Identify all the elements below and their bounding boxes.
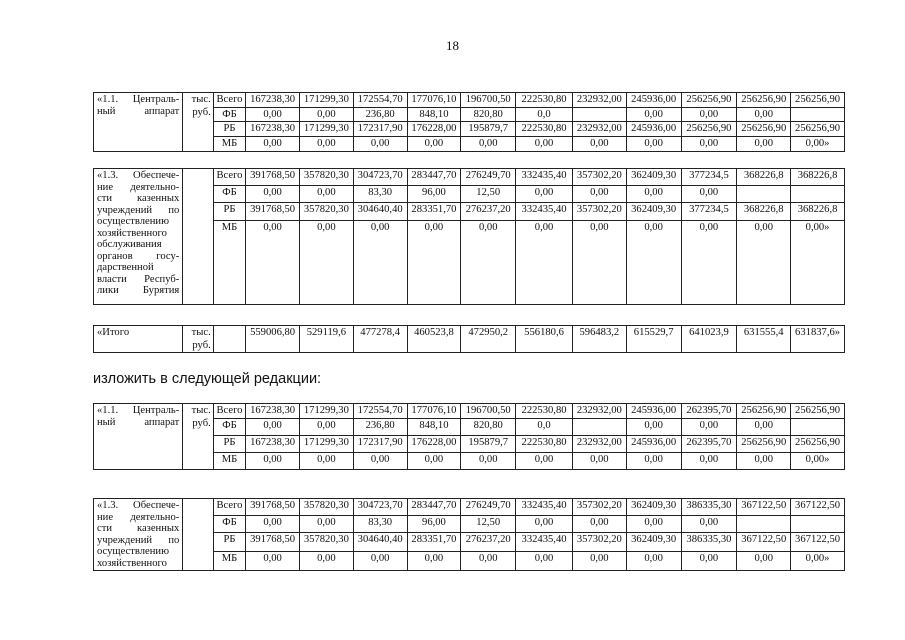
amount-cell: 0,00 — [407, 551, 461, 570]
budget-table-total-old — [93, 325, 845, 353]
amount-cell: 386335,30 — [681, 532, 737, 551]
amount-cell: 556180,6 — [516, 326, 573, 353]
amount-cell: 256256,90 — [681, 93, 737, 108]
amount-cell: 256256,90 — [737, 436, 791, 453]
amount-cell: 0,00 — [737, 108, 791, 122]
amount-cell: 820,80 — [461, 419, 516, 436]
amount-cell: 276249,70 — [461, 499, 516, 516]
amount-cell: 0,00 — [246, 221, 300, 305]
amount-cell: 0,00 — [626, 221, 681, 305]
amount-cell: 256256,90 — [791, 122, 845, 137]
amount-cell: 368226,8 — [737, 203, 791, 221]
amount-cell: 256256,90 — [737, 93, 791, 108]
amount-cell: 256256,90 — [737, 122, 791, 137]
amount-cell: 304723,70 — [353, 499, 407, 516]
budget-source-label: МБ — [213, 137, 245, 152]
budget-source-label: Всего — [213, 93, 245, 108]
amount-cell: 245936,00 — [626, 436, 681, 453]
amount-cell: 0,00 — [626, 453, 681, 470]
amendment-intro-text: изложить в следующей редакции: — [93, 371, 322, 387]
amount-cell: 367122,50 — [737, 499, 791, 516]
amount-cell: 0,0 — [516, 419, 573, 436]
amount-cell: 391768,50 — [246, 169, 300, 186]
amount-cell: 0,0 — [516, 108, 573, 122]
amount-cell: 0,00» — [791, 137, 845, 152]
row-description: «1.1. Централь-ный аппарат — [94, 93, 183, 152]
amount-cell: 171299,30 — [299, 93, 353, 108]
amount-cell: 177076,10 — [407, 404, 461, 419]
budget-source-label: РБ — [213, 122, 245, 137]
amount-cell: 368226,8 — [737, 169, 791, 186]
budget-source-label: МБ — [213, 453, 245, 470]
amount-cell: 276249,70 — [461, 169, 516, 186]
amount-cell: 0,00 — [572, 453, 626, 470]
table-row — [94, 404, 845, 419]
amount-cell: 0,00 — [299, 221, 353, 305]
amount-cell: 0,00 — [461, 137, 516, 152]
amount-cell: 196700,50 — [461, 93, 516, 108]
amount-cell: 12,50 — [461, 186, 516, 203]
budget-source-label: ФБ — [213, 419, 245, 436]
amount-cell: 256256,90 — [791, 404, 845, 419]
amount-cell: 256256,90 — [681, 122, 737, 137]
budget-source-label: ФБ — [213, 186, 245, 203]
amount-cell: 232932,00 — [572, 436, 626, 453]
amount-cell: 256256,90 — [791, 436, 845, 453]
amount-cell: 236,80 — [353, 419, 407, 436]
amount-cell: 386335,30 — [681, 499, 737, 516]
unit-label: тыс. руб. — [183, 93, 213, 152]
amount-cell: 304640,40 — [353, 203, 407, 221]
amount-cell: 0,00 — [516, 551, 573, 570]
amount-cell: 0,00 — [461, 551, 516, 570]
amount-cell: 0,00 — [516, 515, 573, 532]
amount-cell: 177076,10 — [407, 93, 461, 108]
amount-cell: 368226,8 — [791, 169, 845, 186]
amount-cell: 0,00 — [407, 453, 461, 470]
amount-cell — [737, 515, 791, 532]
budget-source-label — [213, 326, 245, 353]
amount-cell: 391768,50 — [246, 203, 300, 221]
amount-cell: 0,00 — [516, 186, 573, 203]
amount-cell — [791, 419, 845, 436]
amount-cell: 0,00 — [516, 137, 573, 152]
amount-cell: 367122,50 — [737, 532, 791, 551]
amount-cell: 0,00 — [681, 515, 737, 532]
amount-cell: 357820,30 — [299, 499, 353, 516]
amount-cell: 245936,00 — [626, 93, 681, 108]
amount-cell: 631555,4 — [737, 326, 791, 353]
amount-cell: 362409,30 — [626, 532, 681, 551]
amount-cell: 367122,50 — [791, 532, 845, 551]
budget-source-label: РБ — [213, 203, 245, 221]
amount-cell: 83,30 — [353, 186, 407, 203]
amount-cell: 222530,80 — [516, 436, 573, 453]
amount-cell: 0,00 — [572, 137, 626, 152]
amount-cell: 304723,70 — [353, 169, 407, 186]
amount-cell: 167238,30 — [246, 404, 300, 419]
unit-label — [183, 499, 213, 571]
amount-cell: 332435,40 — [516, 203, 573, 221]
amount-cell: 195879,7 — [461, 122, 516, 137]
amount-cell: 0,00 — [737, 419, 791, 436]
page-number: 18 — [446, 38, 459, 53]
amount-cell: 641023,9 — [681, 326, 737, 353]
amount-cell: 0,00 — [681, 186, 737, 203]
amount-cell: 276237,20 — [461, 203, 516, 221]
amount-cell: 245936,00 — [626, 404, 681, 419]
amount-cell: 196700,50 — [461, 404, 516, 419]
amount-cell: 176228,00 — [407, 122, 461, 137]
amount-cell: 0,00 — [407, 221, 461, 305]
amount-cell: 0,00 — [246, 453, 300, 470]
amount-cell: 477278,4 — [353, 326, 407, 353]
amount-cell: 391768,50 — [246, 499, 300, 516]
amount-cell: 256256,90 — [791, 93, 845, 108]
amount-cell: 559006,80 — [246, 326, 300, 353]
amount-cell: 167238,30 — [246, 122, 300, 137]
amount-cell: 596483,2 — [572, 326, 626, 353]
amount-cell: 0,00 — [299, 186, 353, 203]
amount-cell: 377234,5 — [681, 203, 737, 221]
amount-cell: 0,00 — [681, 419, 737, 436]
amount-cell: 0,00 — [299, 137, 353, 152]
amount-cell: 472950,2 — [461, 326, 516, 353]
amount-cell: 256256,90 — [737, 404, 791, 419]
row-description: «1.3. Обеспече-ние деятельно-сти казенных учреждений по осуществлению хозяйственного обслуживания органов госу-дарственной власти Респуб-лики Бурятия — [94, 169, 183, 305]
amount-cell: 0,00 — [626, 515, 681, 532]
amount-cell: 0,00 — [737, 221, 791, 305]
table-row — [94, 326, 845, 353]
amount-cell: 171299,30 — [299, 404, 353, 419]
amount-cell: 167238,30 — [246, 93, 300, 108]
unit-label: тыс. руб. — [183, 326, 213, 353]
budget-table-state-institutions-new — [93, 498, 845, 571]
amount-cell: 172317,90 — [353, 436, 407, 453]
amount-cell: 0,00» — [791, 453, 845, 470]
amount-cell: 0,00 — [246, 551, 300, 570]
amount-cell: 0,00 — [681, 221, 737, 305]
budget-source-label: Всего — [213, 169, 245, 186]
amount-cell: 0,00 — [681, 453, 737, 470]
amount-cell: 357820,30 — [299, 203, 353, 221]
amount-cell: 0,00 — [626, 551, 681, 570]
amount-cell: 362409,30 — [626, 499, 681, 516]
amount-cell: 0,00 — [461, 221, 516, 305]
amount-cell: 12,50 — [461, 515, 516, 532]
budget-table-central-office-old — [93, 92, 845, 152]
amount-cell: 172317,90 — [353, 122, 407, 137]
amount-cell: 357302,20 — [572, 532, 626, 551]
budget-source-label: Всего — [213, 499, 245, 516]
amount-cell: 245936,00 — [626, 122, 681, 137]
amount-cell — [572, 108, 626, 122]
amount-cell: 0,00 — [626, 419, 681, 436]
amount-cell: 332435,40 — [516, 532, 573, 551]
amount-cell: 0,00 — [737, 453, 791, 470]
amount-cell: 0,00 — [353, 221, 407, 305]
amount-cell: 357302,20 — [572, 169, 626, 186]
amount-cell: 0,00 — [626, 108, 681, 122]
amount-cell: 0,00 — [407, 137, 461, 152]
budget-source-label: ФБ — [213, 515, 245, 532]
amount-cell: 615529,7 — [626, 326, 681, 353]
amount-cell: 304640,40 — [353, 532, 407, 551]
amount-cell: 83,30 — [353, 515, 407, 532]
amount-cell: 0,00» — [791, 221, 845, 305]
row-description: «1.3. Обеспече-ние деятельно-сти казенных учреждений по осуществлению хозяйственного — [94, 499, 183, 571]
amount-cell: 262395,70 — [681, 436, 737, 453]
amount-cell: 0,00 — [516, 453, 573, 470]
amount-cell: 0,00 — [299, 108, 353, 122]
table-row — [94, 93, 845, 108]
amount-cell: 232932,00 — [572, 404, 626, 419]
amount-cell: 0,00 — [246, 137, 300, 152]
amount-cell: 0,00 — [737, 551, 791, 570]
amount-cell: 195879,7 — [461, 436, 516, 453]
amount-cell: 332435,40 — [516, 169, 573, 186]
amount-cell: 357302,20 — [572, 203, 626, 221]
amount-cell: 283351,70 — [407, 203, 461, 221]
amount-cell: 0,00 — [461, 453, 516, 470]
budget-source-label: Всего — [213, 404, 245, 419]
amount-cell: 848,10 — [407, 419, 461, 436]
amount-cell: 0,00 — [246, 515, 300, 532]
amount-cell: 222530,80 — [516, 122, 573, 137]
amount-cell — [572, 419, 626, 436]
table-row — [94, 499, 845, 516]
amount-cell: 368226,8 — [791, 203, 845, 221]
amount-cell — [791, 515, 845, 532]
amount-cell: 357820,30 — [299, 532, 353, 551]
amount-cell: 276237,20 — [461, 532, 516, 551]
table-row — [94, 169, 845, 186]
row-description: «Итого — [94, 326, 183, 353]
amount-cell: 0,00» — [791, 551, 845, 570]
amount-cell: 0,00 — [246, 108, 300, 122]
amount-cell: 0,00 — [353, 551, 407, 570]
amount-cell: 232932,00 — [572, 122, 626, 137]
amount-cell: 820,80 — [461, 108, 516, 122]
budget-source-label: ФБ — [213, 108, 245, 122]
budget-source-label: МБ — [213, 221, 245, 305]
amount-cell: 0,00 — [299, 551, 353, 570]
unit-label — [183, 169, 213, 305]
amount-cell: 176228,00 — [407, 436, 461, 453]
amount-cell: 357302,20 — [572, 499, 626, 516]
amount-cell: 283351,70 — [407, 532, 461, 551]
amount-cell: 96,00 — [407, 515, 461, 532]
amount-cell: 0,00 — [626, 137, 681, 152]
amount-cell: 460523,8 — [407, 326, 461, 353]
amount-cell: 0,00 — [299, 515, 353, 532]
amount-cell: 172554,70 — [353, 93, 407, 108]
amount-cell: 167238,30 — [246, 436, 300, 453]
amount-cell: 236,80 — [353, 108, 407, 122]
amount-cell: 171299,30 — [299, 122, 353, 137]
amount-cell — [737, 186, 791, 203]
amount-cell: 222530,80 — [516, 93, 573, 108]
amount-cell: 0,00 — [246, 186, 300, 203]
budget-source-label: РБ — [213, 532, 245, 551]
amount-cell: 0,00 — [572, 515, 626, 532]
amount-cell: 262395,70 — [681, 404, 737, 419]
amount-cell: 171299,30 — [299, 436, 353, 453]
amount-cell: 367122,50 — [791, 499, 845, 516]
amount-cell: 283447,70 — [407, 169, 461, 186]
amount-cell: 0,00 — [626, 186, 681, 203]
amount-cell: 0,00 — [246, 419, 300, 436]
amount-cell: 0,00 — [681, 108, 737, 122]
budget-table-state-institutions-old — [93, 168, 845, 305]
budget-table-central-office-new — [93, 403, 845, 470]
amount-cell: 0,00 — [572, 221, 626, 305]
amount-cell: 222530,80 — [516, 404, 573, 419]
amount-cell: 357820,30 — [299, 169, 353, 186]
amount-cell: 0,00 — [353, 453, 407, 470]
amount-cell: 377234,5 — [681, 169, 737, 186]
amount-cell: 391768,50 — [246, 532, 300, 551]
row-description: «1.1. Централь-ный аппарат — [94, 404, 183, 470]
budget-source-label: РБ — [213, 436, 245, 453]
amount-cell: 0,00 — [681, 137, 737, 152]
amount-cell: 96,00 — [407, 186, 461, 203]
amount-cell: 848,10 — [407, 108, 461, 122]
amount-cell: 332435,40 — [516, 499, 573, 516]
amount-cell — [791, 186, 845, 203]
amount-cell: 631837,6» — [791, 326, 845, 353]
amount-cell: 0,00 — [299, 419, 353, 436]
amount-cell: 0,00 — [737, 137, 791, 152]
amount-cell: 0,00 — [572, 186, 626, 203]
unit-label: тыс. руб. — [183, 404, 213, 470]
amount-cell: 362409,30 — [626, 169, 681, 186]
amount-cell: 0,00 — [353, 137, 407, 152]
amount-cell: 0,00 — [681, 551, 737, 570]
amount-cell — [791, 108, 845, 122]
amount-cell: 0,00 — [516, 221, 573, 305]
amount-cell: 529119,6 — [299, 326, 353, 353]
amount-cell: 283447,70 — [407, 499, 461, 516]
amount-cell: 362409,30 — [626, 203, 681, 221]
amount-cell: 232932,00 — [572, 93, 626, 108]
amount-cell: 0,00 — [299, 453, 353, 470]
budget-source-label: МБ — [213, 551, 245, 570]
amount-cell: 0,00 — [572, 551, 626, 570]
amount-cell: 172554,70 — [353, 404, 407, 419]
